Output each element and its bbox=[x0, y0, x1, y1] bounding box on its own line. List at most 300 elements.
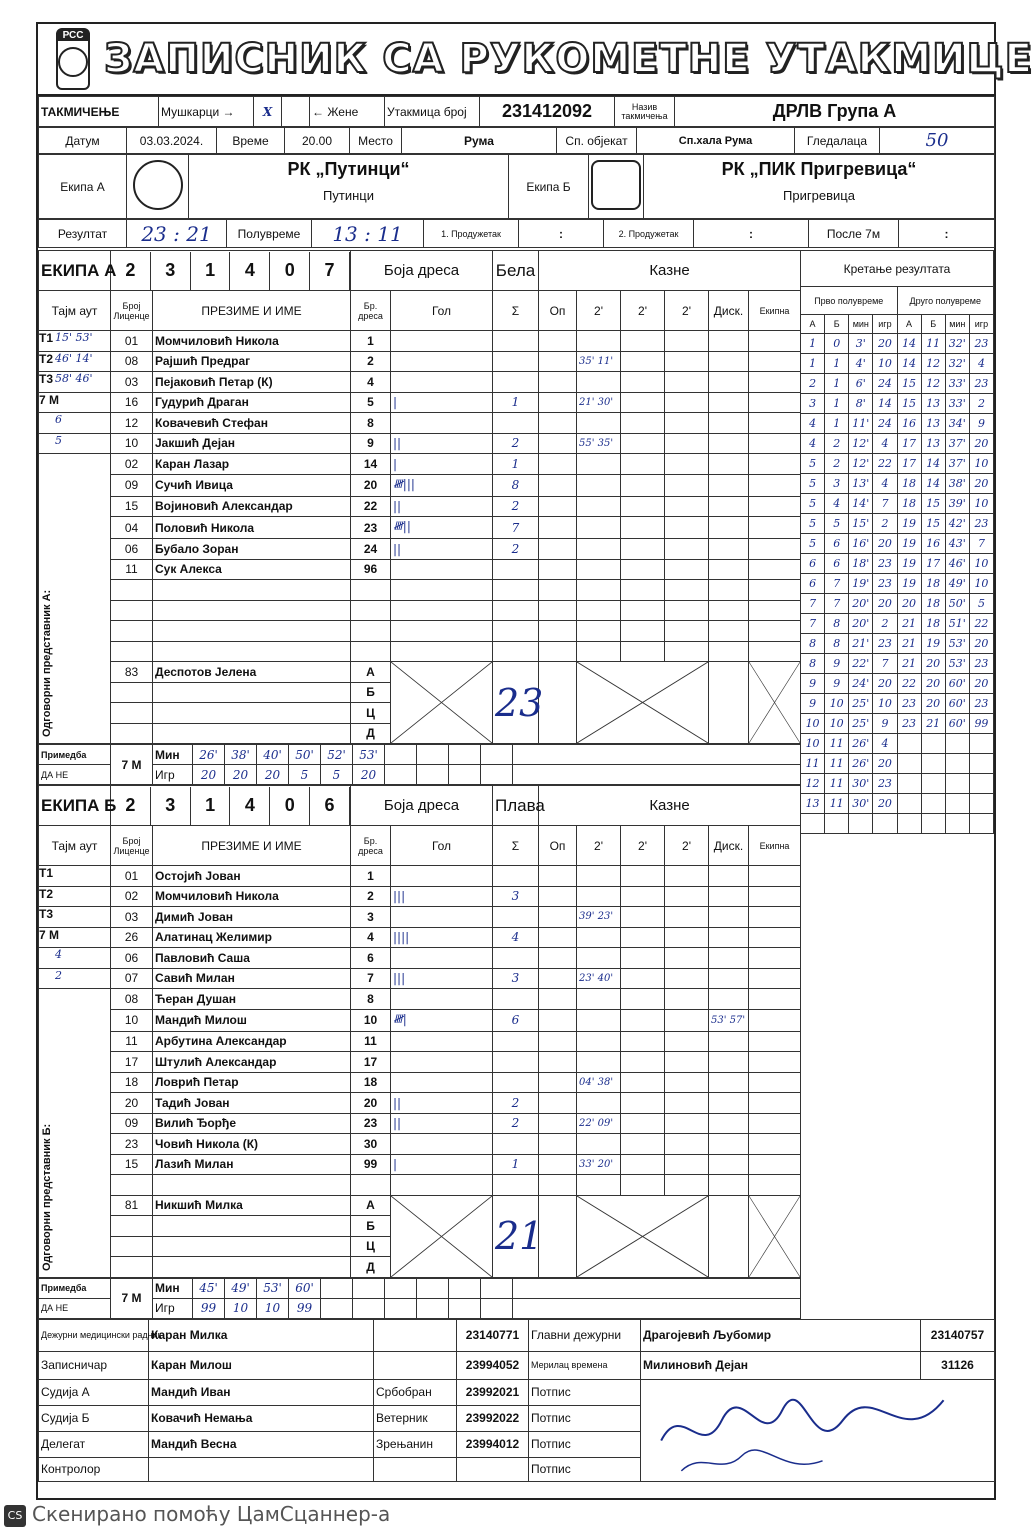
two-min-cell[interactable] bbox=[621, 331, 665, 352]
seven-m-igr[interactable] bbox=[417, 1298, 449, 1318]
progress-second-cell[interactable]: 51' bbox=[945, 614, 969, 634]
progress-first-cell[interactable]: 10 bbox=[873, 354, 897, 374]
seven-m-igr[interactable] bbox=[385, 765, 417, 785]
seven-m-min[interactable] bbox=[417, 745, 449, 765]
two-min-cell[interactable] bbox=[665, 454, 709, 475]
progress-second-cell[interactable]: 32' bbox=[945, 354, 969, 374]
disq-cell[interactable] bbox=[709, 331, 749, 352]
progress-second-cell[interactable]: 42' bbox=[945, 514, 969, 534]
progress-first-cell[interactable]: 20 bbox=[873, 334, 897, 354]
warning-cell[interactable] bbox=[539, 474, 577, 496]
team-excl-cell[interactable] bbox=[749, 474, 801, 496]
seven-m-igr[interactable]: 20 bbox=[225, 765, 257, 785]
progress-second-cell[interactable]: 60' bbox=[945, 674, 969, 694]
two-min-cell[interactable] bbox=[665, 927, 709, 948]
progress-second-cell[interactable] bbox=[897, 754, 921, 774]
progress-second-cell[interactable]: 14 bbox=[897, 334, 921, 354]
two-min-cell[interactable] bbox=[665, 413, 709, 434]
warning-cell[interactable] bbox=[539, 948, 577, 969]
progress-second-cell[interactable]: 23 bbox=[969, 694, 993, 714]
goal-marks[interactable]: || bbox=[391, 1113, 493, 1134]
progress-first-cell[interactable]: 26' bbox=[849, 734, 873, 754]
warning-cell[interactable] bbox=[539, 392, 577, 413]
disq-cell[interactable] bbox=[709, 886, 749, 907]
progress-second-cell[interactable]: 18 bbox=[921, 574, 945, 594]
progress-first-cell[interactable]: 6 bbox=[801, 574, 825, 594]
progress-second-cell[interactable]: 20 bbox=[897, 594, 921, 614]
goal-marks[interactable]: | bbox=[391, 454, 493, 475]
progress-first-cell[interactable]: 3 bbox=[825, 474, 849, 494]
progress-second-cell[interactable]: 14 bbox=[897, 354, 921, 374]
progress-first-cell[interactable]: 1 bbox=[801, 334, 825, 354]
progress-first-cell[interactable]: 24 bbox=[873, 374, 897, 394]
progress-second-cell[interactable]: 15 bbox=[921, 494, 945, 514]
yes-no-toggle[interactable]: ДА НЕ bbox=[39, 765, 111, 785]
progress-second-cell[interactable]: 33' bbox=[945, 394, 969, 414]
seven-m-igr[interactable]: 99 bbox=[289, 1298, 321, 1318]
progress-second-cell[interactable]: 12 bbox=[921, 374, 945, 394]
seven-m-igr[interactable] bbox=[417, 765, 449, 785]
two-min-cell[interactable] bbox=[665, 1113, 709, 1134]
two-min-cell[interactable] bbox=[665, 351, 709, 372]
progress-second-cell[interactable]: 21 bbox=[921, 714, 945, 734]
goal-marks[interactable]: || bbox=[391, 539, 493, 560]
progress-second-cell[interactable]: 46' bbox=[945, 554, 969, 574]
warning-cell[interactable] bbox=[539, 1072, 577, 1093]
progress-first-cell[interactable]: 3' bbox=[849, 334, 873, 354]
two-min-cell[interactable] bbox=[665, 907, 709, 928]
progress-second-cell[interactable]: 37' bbox=[945, 434, 969, 454]
seven-m-min[interactable] bbox=[321, 1278, 353, 1298]
progress-first-cell[interactable]: 6 bbox=[801, 554, 825, 574]
two-min-cell[interactable] bbox=[621, 968, 665, 989]
goal-sum[interactable]: 3 bbox=[493, 886, 539, 907]
progress-second-cell[interactable]: 20 bbox=[969, 674, 993, 694]
seven-m-min[interactable] bbox=[417, 1278, 449, 1298]
progress-first-cell[interactable]: 25' bbox=[849, 714, 873, 734]
team-excl-cell[interactable] bbox=[749, 968, 801, 989]
two-min-cell[interactable]: 39' 23' bbox=[577, 907, 621, 928]
progress-first-cell[interactable]: 12' bbox=[849, 434, 873, 454]
progress-first-cell[interactable]: 7 bbox=[801, 614, 825, 634]
two-min-cell[interactable] bbox=[577, 1052, 621, 1073]
men-mark[interactable]: X bbox=[254, 97, 282, 127]
team-excl-cell[interactable] bbox=[749, 454, 801, 475]
team-excl-cell[interactable] bbox=[749, 1134, 801, 1155]
progress-first-cell[interactable]: 4' bbox=[849, 354, 873, 374]
seven-m-igr[interactable] bbox=[449, 1298, 481, 1318]
two-min-cell[interactable] bbox=[665, 474, 709, 496]
team-excl-cell[interactable] bbox=[749, 1113, 801, 1134]
progress-first-cell[interactable]: 5 bbox=[801, 454, 825, 474]
disq-cell[interactable] bbox=[709, 866, 749, 887]
two-min-cell[interactable]: 22' 09' bbox=[577, 1113, 621, 1134]
goal-sum[interactable] bbox=[493, 989, 539, 1010]
goal-sum[interactable]: 1 bbox=[493, 1154, 539, 1175]
team-excl-cell[interactable] bbox=[749, 1093, 801, 1114]
progress-second-cell[interactable] bbox=[945, 754, 969, 774]
goal-sum[interactable] bbox=[493, 372, 539, 393]
goal-sum[interactable]: 3 bbox=[493, 968, 539, 989]
seven-m-min[interactable] bbox=[385, 1278, 417, 1298]
two-min-cell[interactable] bbox=[621, 866, 665, 887]
two-min-cell[interactable] bbox=[577, 559, 621, 580]
disq-cell[interactable]: 53' 57' bbox=[709, 1009, 749, 1031]
progress-first-cell[interactable]: 20 bbox=[873, 674, 897, 694]
progress-second-cell[interactable]: 20 bbox=[969, 474, 993, 494]
warning-cell[interactable] bbox=[539, 1031, 577, 1052]
progress-second-cell[interactable]: 20 bbox=[969, 634, 993, 654]
progress-first-cell[interactable] bbox=[801, 814, 825, 834]
progress-first-cell[interactable]: 11 bbox=[825, 774, 849, 794]
goal-marks[interactable]: 𝍸|| bbox=[391, 517, 493, 539]
progress-second-cell[interactable]: 5 bbox=[969, 594, 993, 614]
progress-second-cell[interactable]: 19 bbox=[897, 534, 921, 554]
progress-second-cell[interactable]: 15 bbox=[897, 394, 921, 414]
progress-second-cell[interactable]: 32' bbox=[945, 334, 969, 354]
goal-sum[interactable]: 6 bbox=[493, 1009, 539, 1031]
seven-m-igr[interactable]: 20 bbox=[193, 765, 225, 785]
progress-first-cell[interactable]: 22 bbox=[873, 454, 897, 474]
two-min-cell[interactable] bbox=[665, 886, 709, 907]
progress-second-cell[interactable]: 18 bbox=[897, 494, 921, 514]
progress-first-cell[interactable]: 7 bbox=[873, 494, 897, 514]
warning-cell[interactable] bbox=[539, 351, 577, 372]
two-min-cell[interactable]: 21' 30' bbox=[577, 392, 621, 413]
seven-m-igr[interactable] bbox=[321, 1298, 353, 1318]
two-min-cell[interactable]: 35' 11' bbox=[577, 351, 621, 372]
progress-first-cell[interactable]: 10 bbox=[825, 714, 849, 734]
disq-cell[interactable] bbox=[709, 433, 749, 454]
warning-cell[interactable] bbox=[539, 1134, 577, 1155]
progress-second-cell[interactable]: 60' bbox=[945, 714, 969, 734]
disq-cell[interactable] bbox=[709, 559, 749, 580]
goal-marks[interactable]: || bbox=[391, 1093, 493, 1114]
two-min-cell[interactable] bbox=[621, 1009, 665, 1031]
disq-cell[interactable] bbox=[709, 989, 749, 1010]
progress-second-cell[interactable]: 38' bbox=[945, 474, 969, 494]
progress-second-cell[interactable]: 18 bbox=[921, 614, 945, 634]
progress-second-cell[interactable]: 10 bbox=[969, 454, 993, 474]
two-min-cell[interactable] bbox=[621, 1113, 665, 1134]
two-min-cell[interactable] bbox=[665, 989, 709, 1010]
timeout-time[interactable]: 46' 14' bbox=[55, 351, 93, 365]
two-min-cell[interactable] bbox=[665, 1093, 709, 1114]
two-min-cell[interactable] bbox=[577, 989, 621, 1010]
goal-marks[interactable] bbox=[391, 989, 493, 1010]
progress-second-cell[interactable]: 20 bbox=[921, 654, 945, 674]
progress-second-cell[interactable]: 43' bbox=[945, 534, 969, 554]
progress-second-cell[interactable]: 19 bbox=[921, 634, 945, 654]
timeout-time[interactable]: 6 bbox=[55, 413, 62, 426]
team-excl-cell[interactable] bbox=[749, 1052, 801, 1073]
goal-sum[interactable] bbox=[493, 351, 539, 372]
two-min-cell[interactable] bbox=[621, 886, 665, 907]
goal-sum[interactable]: 7 bbox=[493, 517, 539, 539]
disq-cell[interactable] bbox=[709, 1093, 749, 1114]
timeout-time[interactable]: 5 bbox=[55, 433, 62, 447]
two-min-cell[interactable] bbox=[665, 1052, 709, 1073]
two-min-cell[interactable] bbox=[621, 1093, 665, 1114]
progress-first-cell[interactable]: 16' bbox=[849, 534, 873, 554]
progress-first-cell[interactable]: 8 bbox=[825, 634, 849, 654]
progress-first-cell[interactable]: 30' bbox=[849, 794, 873, 814]
progress-second-cell[interactable] bbox=[969, 754, 993, 774]
seven-m-min[interactable] bbox=[481, 1278, 513, 1298]
progress-first-cell[interactable]: 12' bbox=[849, 454, 873, 474]
disq-cell[interactable] bbox=[709, 948, 749, 969]
team-excl-cell[interactable] bbox=[749, 1031, 801, 1052]
progress-second-cell[interactable]: 50' bbox=[945, 594, 969, 614]
progress-first-cell[interactable]: 1 bbox=[801, 354, 825, 374]
progress-first-cell[interactable]: 5 bbox=[801, 534, 825, 554]
team-excl-cell[interactable] bbox=[749, 948, 801, 969]
progress-first-cell[interactable]: 15' bbox=[849, 514, 873, 534]
progress-second-cell[interactable]: 37' bbox=[945, 454, 969, 474]
seven-m-min[interactable]: 45' bbox=[193, 1278, 225, 1298]
progress-second-cell[interactable] bbox=[969, 794, 993, 814]
progress-first-cell[interactable]: 9 bbox=[825, 654, 849, 674]
goal-sum[interactable]: 2 bbox=[493, 539, 539, 560]
progress-first-cell[interactable]: 24' bbox=[849, 674, 873, 694]
team-excl-cell[interactable] bbox=[749, 433, 801, 454]
team-excl-cell[interactable] bbox=[749, 539, 801, 560]
disq-cell[interactable] bbox=[709, 1052, 749, 1073]
progress-second-cell[interactable]: 20 bbox=[921, 694, 945, 714]
two-min-cell[interactable] bbox=[621, 539, 665, 560]
team-excl-cell[interactable] bbox=[749, 1072, 801, 1093]
two-min-cell[interactable] bbox=[621, 907, 665, 928]
progress-first-cell[interactable]: 2 bbox=[873, 614, 897, 634]
warning-cell[interactable] bbox=[539, 866, 577, 887]
disq-cell[interactable] bbox=[709, 1072, 749, 1093]
progress-second-cell[interactable]: 4 bbox=[969, 354, 993, 374]
progress-first-cell[interactable]: 30' bbox=[849, 774, 873, 794]
two-min-cell[interactable] bbox=[577, 496, 621, 517]
warning-cell[interactable] bbox=[539, 927, 577, 948]
two-min-cell[interactable] bbox=[621, 517, 665, 539]
disq-cell[interactable] bbox=[709, 517, 749, 539]
progress-first-cell[interactable]: 6' bbox=[849, 374, 873, 394]
goal-marks[interactable]: | bbox=[391, 1154, 493, 1175]
goal-marks[interactable] bbox=[391, 1052, 493, 1073]
warning-cell[interactable] bbox=[539, 1093, 577, 1114]
progress-second-cell[interactable]: 22 bbox=[897, 674, 921, 694]
progress-second-cell[interactable]: 12 bbox=[921, 354, 945, 374]
disq-cell[interactable] bbox=[709, 372, 749, 393]
progress-first-cell[interactable]: 8 bbox=[825, 614, 849, 634]
two-min-cell[interactable] bbox=[665, 392, 709, 413]
progress-first-cell[interactable]: 7 bbox=[801, 594, 825, 614]
progress-first-cell[interactable]: 5 bbox=[825, 514, 849, 534]
warning-cell[interactable] bbox=[539, 559, 577, 580]
progress-first-cell[interactable] bbox=[873, 814, 897, 834]
seven-m-min[interactable]: 52' bbox=[321, 745, 353, 765]
goal-marks[interactable] bbox=[391, 1031, 493, 1052]
progress-second-cell[interactable]: 21 bbox=[897, 634, 921, 654]
team-excl-cell[interactable] bbox=[749, 989, 801, 1010]
progress-first-cell[interactable] bbox=[849, 814, 873, 834]
progress-second-cell[interactable]: 14 bbox=[921, 474, 945, 494]
goal-sum[interactable] bbox=[493, 559, 539, 580]
progress-first-cell[interactable]: 9 bbox=[801, 674, 825, 694]
disq-cell[interactable] bbox=[709, 1031, 749, 1052]
disq-cell[interactable] bbox=[709, 539, 749, 560]
goal-marks[interactable]: | bbox=[391, 392, 493, 413]
warning-cell[interactable] bbox=[539, 1113, 577, 1134]
progress-second-cell[interactable]: 13 bbox=[921, 394, 945, 414]
progress-second-cell[interactable]: 23 bbox=[897, 694, 921, 714]
goal-marks[interactable] bbox=[391, 351, 493, 372]
progress-first-cell[interactable]: 6 bbox=[825, 534, 849, 554]
progress-first-cell[interactable] bbox=[825, 814, 849, 834]
timeout-time[interactable]: 15' 53' bbox=[55, 331, 93, 344]
two-min-cell[interactable] bbox=[577, 866, 621, 887]
two-min-cell[interactable] bbox=[577, 1093, 621, 1114]
seven-m-igr[interactable]: 10 bbox=[257, 1298, 289, 1318]
progress-second-cell[interactable] bbox=[897, 794, 921, 814]
progress-first-cell[interactable]: 4 bbox=[801, 434, 825, 454]
two-min-cell[interactable] bbox=[621, 948, 665, 969]
progress-second-cell[interactable]: 33' bbox=[945, 374, 969, 394]
goal-marks[interactable]: ||| bbox=[391, 968, 493, 989]
yes-no-toggle[interactable]: ДА НЕ bbox=[39, 1298, 111, 1318]
warning-cell[interactable] bbox=[539, 433, 577, 454]
progress-second-cell[interactable] bbox=[921, 774, 945, 794]
progress-second-cell[interactable] bbox=[969, 734, 993, 754]
seven-m-igr[interactable]: 20 bbox=[257, 765, 289, 785]
progress-second-cell[interactable]: 22 bbox=[969, 614, 993, 634]
two-min-cell[interactable] bbox=[621, 372, 665, 393]
team-excl-cell[interactable] bbox=[749, 392, 801, 413]
team-excl-cell[interactable] bbox=[749, 927, 801, 948]
warning-cell[interactable] bbox=[539, 1009, 577, 1031]
progress-second-cell[interactable]: 20 bbox=[921, 674, 945, 694]
goal-sum[interactable] bbox=[493, 413, 539, 434]
seven-m-min[interactable] bbox=[449, 745, 481, 765]
two-min-cell[interactable] bbox=[577, 1031, 621, 1052]
warning-cell[interactable] bbox=[539, 1154, 577, 1175]
warning-cell[interactable] bbox=[539, 907, 577, 928]
progress-first-cell[interactable]: 11 bbox=[801, 754, 825, 774]
two-min-cell[interactable] bbox=[665, 539, 709, 560]
goal-marks[interactable] bbox=[391, 559, 493, 580]
disq-cell[interactable] bbox=[709, 968, 749, 989]
progress-first-cell[interactable]: 10 bbox=[825, 694, 849, 714]
progress-second-cell[interactable]: 11 bbox=[921, 334, 945, 354]
progress-second-cell[interactable]: 10 bbox=[969, 554, 993, 574]
goal-marks[interactable] bbox=[391, 372, 493, 393]
progress-second-cell[interactable] bbox=[969, 814, 993, 834]
two-min-cell[interactable] bbox=[621, 1052, 665, 1073]
progress-first-cell[interactable]: 4 bbox=[825, 494, 849, 514]
progress-second-cell[interactable]: 13 bbox=[921, 434, 945, 454]
progress-second-cell[interactable]: 18 bbox=[921, 594, 945, 614]
team-excl-cell[interactable] bbox=[749, 413, 801, 434]
seven-m-igr[interactable]: 20 bbox=[353, 765, 385, 785]
two-min-cell[interactable] bbox=[577, 1134, 621, 1155]
progress-first-cell[interactable]: 1 bbox=[825, 354, 849, 374]
two-min-cell[interactable] bbox=[577, 454, 621, 475]
warning-cell[interactable] bbox=[539, 413, 577, 434]
goal-sum[interactable] bbox=[493, 331, 539, 352]
seven-m-min[interactable] bbox=[353, 1278, 385, 1298]
progress-first-cell[interactable]: 18' bbox=[849, 554, 873, 574]
two-min-cell[interactable] bbox=[621, 1072, 665, 1093]
progress-first-cell[interactable]: 2 bbox=[873, 514, 897, 534]
seven-m-min[interactable]: 38' bbox=[225, 745, 257, 765]
progress-first-cell[interactable]: 20 bbox=[873, 794, 897, 814]
two-min-cell[interactable] bbox=[577, 474, 621, 496]
progress-first-cell[interactable]: 1 bbox=[825, 394, 849, 414]
two-min-cell[interactable] bbox=[621, 1134, 665, 1155]
progress-first-cell[interactable]: 14' bbox=[849, 494, 873, 514]
progress-first-cell[interactable]: 5 bbox=[801, 494, 825, 514]
seven-m-igr[interactable] bbox=[385, 1298, 417, 1318]
two-min-cell[interactable] bbox=[577, 517, 621, 539]
disq-cell[interactable] bbox=[709, 907, 749, 928]
two-min-cell[interactable] bbox=[621, 989, 665, 1010]
goal-sum[interactable]: 1 bbox=[493, 392, 539, 413]
progress-first-cell[interactable]: 9 bbox=[825, 674, 849, 694]
team-excl-cell[interactable] bbox=[749, 517, 801, 539]
progress-second-cell[interactable]: 39' bbox=[945, 494, 969, 514]
progress-second-cell[interactable]: 7 bbox=[969, 534, 993, 554]
seven-m-igr[interactable] bbox=[449, 765, 481, 785]
progress-first-cell[interactable]: 8' bbox=[849, 394, 873, 414]
progress-second-cell[interactable]: 13 bbox=[921, 414, 945, 434]
progress-first-cell[interactable]: 1 bbox=[825, 374, 849, 394]
progress-first-cell[interactable]: 7 bbox=[825, 574, 849, 594]
goal-marks[interactable] bbox=[391, 866, 493, 887]
progress-first-cell[interactable]: 4 bbox=[873, 734, 897, 754]
goal-marks[interactable]: |||| bbox=[391, 927, 493, 948]
disq-cell[interactable] bbox=[709, 392, 749, 413]
two-min-cell[interactable] bbox=[577, 413, 621, 434]
warning-cell[interactable] bbox=[539, 539, 577, 560]
seven-m-min[interactable]: 40' bbox=[257, 745, 289, 765]
seven-m-min[interactable] bbox=[481, 745, 513, 765]
progress-first-cell[interactable]: 11 bbox=[825, 794, 849, 814]
seven-m-min[interactable]: 50' bbox=[289, 745, 321, 765]
progress-second-cell[interactable]: 17 bbox=[897, 434, 921, 454]
progress-first-cell[interactable]: 23 bbox=[873, 574, 897, 594]
seven-m-min[interactable]: 53' bbox=[353, 745, 385, 765]
progress-first-cell[interactable]: 2 bbox=[825, 434, 849, 454]
team-excl-cell[interactable] bbox=[749, 372, 801, 393]
progress-second-cell[interactable]: 99 bbox=[969, 714, 993, 734]
two-min-cell[interactable]: 55' 35' bbox=[577, 433, 621, 454]
progress-first-cell[interactable]: 22' bbox=[849, 654, 873, 674]
progress-first-cell[interactable]: 9 bbox=[801, 694, 825, 714]
two-min-cell[interactable] bbox=[621, 559, 665, 580]
progress-first-cell[interactable]: 11' bbox=[849, 414, 873, 434]
goal-marks[interactable] bbox=[391, 948, 493, 969]
goal-sum[interactable] bbox=[493, 907, 539, 928]
two-min-cell[interactable] bbox=[577, 1009, 621, 1031]
seven-m-igr[interactable]: 5 bbox=[321, 765, 353, 785]
disq-cell[interactable] bbox=[709, 474, 749, 496]
disq-cell[interactable] bbox=[709, 1134, 749, 1155]
progress-first-cell[interactable]: 8 bbox=[801, 654, 825, 674]
progress-first-cell[interactable]: 1 bbox=[825, 414, 849, 434]
progress-second-cell[interactable] bbox=[897, 814, 921, 834]
two-min-cell[interactable]: 23' 40' bbox=[577, 968, 621, 989]
two-min-cell[interactable] bbox=[665, 331, 709, 352]
disq-cell[interactable] bbox=[709, 927, 749, 948]
progress-second-cell[interactable] bbox=[945, 774, 969, 794]
progress-second-cell[interactable]: 53' bbox=[945, 654, 969, 674]
